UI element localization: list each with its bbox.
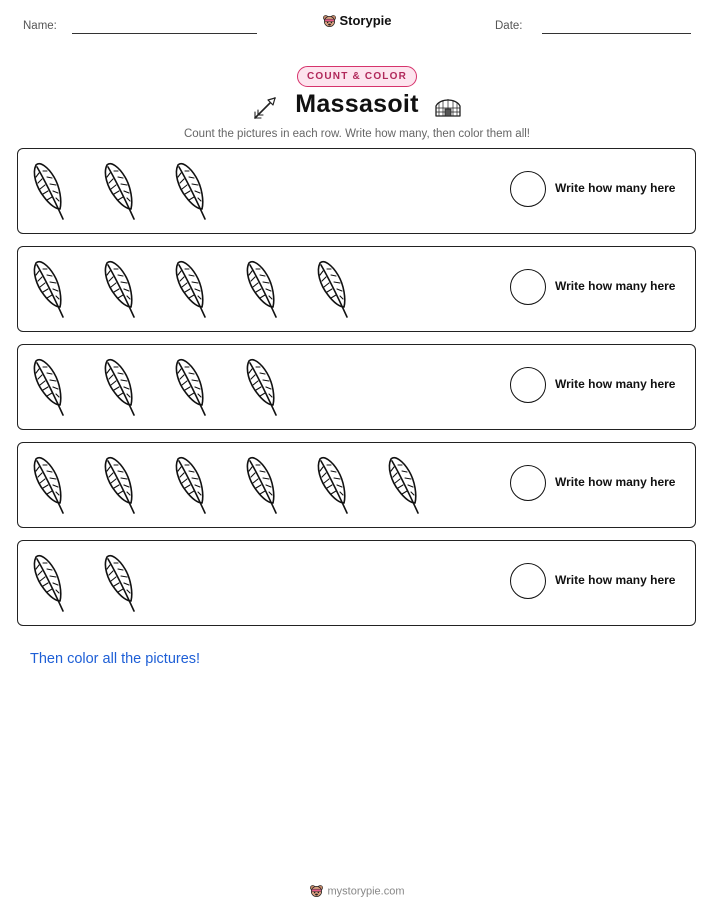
site-footer (0, 884, 714, 899)
brand-logo (0, 13, 714, 29)
answer-circle[interactable] (510, 563, 546, 599)
answer-label: Write how many here (555, 181, 676, 195)
answer-label: Write how many here (555, 279, 676, 293)
feather-icon[interactable] (30, 255, 70, 319)
name-label: Name: (23, 20, 57, 32)
activity-badge: COUNT & COLOR (297, 66, 417, 87)
feather-icon[interactable] (172, 157, 212, 221)
feather-icon[interactable] (30, 353, 70, 417)
answer-label: Write how many here (555, 377, 676, 391)
bear-mascot-icon (309, 884, 324, 899)
feather-icon[interactable] (101, 353, 141, 417)
page-title: Massasoit (295, 90, 419, 118)
feather-icon[interactable] (385, 451, 425, 515)
feather-icon[interactable] (101, 255, 141, 319)
color-instruction: Then color all the pictures! (30, 651, 201, 667)
date-label: Date: (495, 20, 523, 32)
feather-icon[interactable] (30, 549, 70, 613)
count-row (17, 246, 696, 332)
badge-wrapper (0, 66, 714, 87)
feather-icon[interactable] (101, 157, 141, 221)
feather-icon[interactable] (30, 451, 70, 515)
answer-circle[interactable] (510, 269, 546, 305)
feather-icon[interactable] (172, 255, 212, 319)
feather-icon[interactable] (314, 451, 354, 515)
feather-icon[interactable] (101, 549, 141, 613)
feather-icon[interactable] (243, 353, 283, 417)
answer-label: Write how many here (555, 573, 676, 587)
feather-icon[interactable] (172, 353, 212, 417)
count-row (17, 344, 696, 430)
count-row (17, 540, 696, 626)
longhouse-icon (434, 96, 462, 118)
bear-mascot-icon (322, 14, 337, 29)
feather-icon[interactable] (30, 157, 70, 221)
name-line[interactable] (72, 33, 257, 34)
answer-label: Write how many here (555, 475, 676, 489)
count-row (17, 442, 696, 528)
feather-icon[interactable] (101, 451, 141, 515)
title-row (0, 90, 714, 124)
feather-icon[interactable] (314, 255, 354, 319)
brand-name: Storypie (339, 13, 392, 28)
feather-icon[interactable] (172, 451, 212, 515)
date-line[interactable] (542, 33, 691, 34)
answer-circle[interactable] (510, 171, 546, 207)
answer-circle[interactable] (510, 465, 546, 501)
feather-icon[interactable] (243, 451, 283, 515)
site-url: mystorypie.com (327, 885, 405, 898)
instructions: Count the pictures in each row. Write how many, then color them all! (183, 128, 531, 140)
count-row (17, 148, 696, 234)
worksheet-header (0, 0, 714, 50)
feather-icon[interactable] (243, 255, 283, 319)
answer-circle[interactable] (510, 367, 546, 403)
